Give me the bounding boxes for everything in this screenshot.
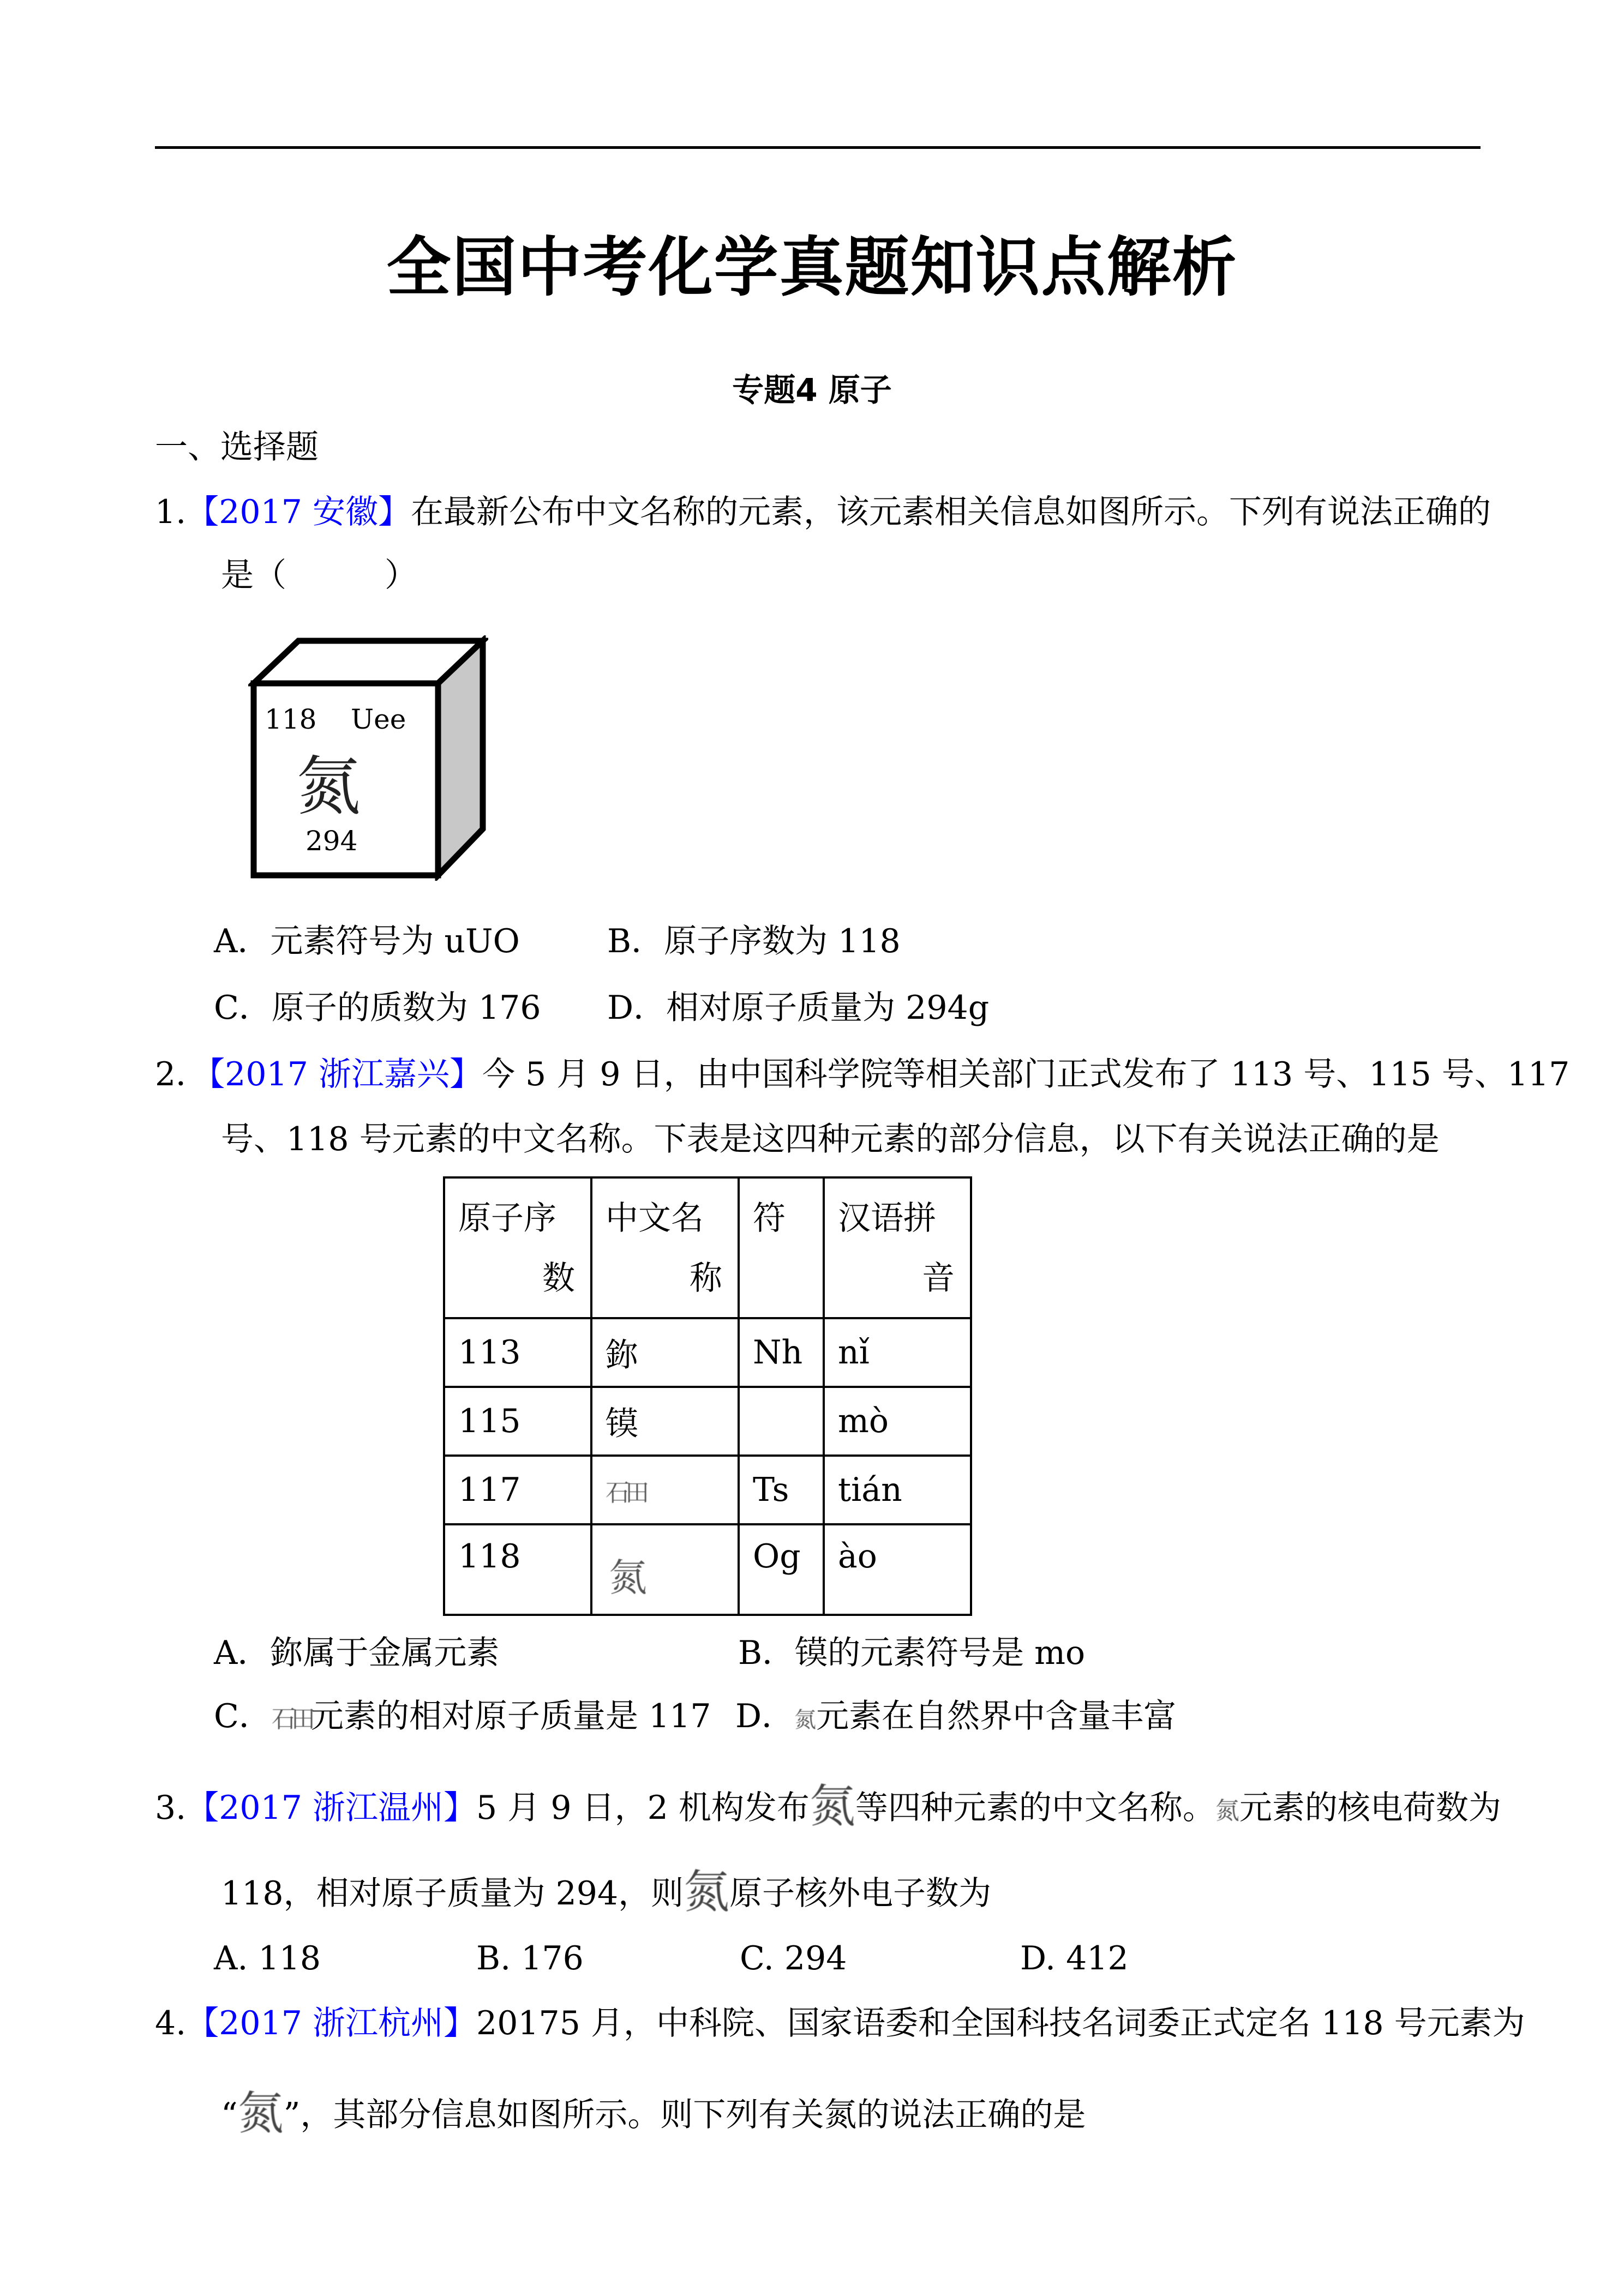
element-info-table (443, 1176, 972, 1616)
question-source: 【2017 浙江温州】 (186, 1789, 477, 1827)
table-cell: tián (824, 1456, 971, 1524)
table-cell: ào (824, 1524, 971, 1615)
table-cell (739, 1387, 824, 1456)
table-cell (591, 1524, 739, 1615)
topic-subtitle: 专题4 原子 (732, 371, 892, 408)
table-row (444, 1318, 971, 1387)
element-glyph-image: 氮 (609, 1555, 647, 1600)
question-number: 2． (155, 1055, 209, 1093)
option-glyph: 石田 (271, 1705, 311, 1733)
table-cell (591, 1456, 739, 1524)
table-row (444, 1524, 971, 1615)
cube-symbol: Uee (351, 704, 406, 735)
element-cube-figure (248, 635, 488, 881)
header-text: 音 (922, 1259, 955, 1297)
table-cell: 115 (444, 1387, 591, 1456)
element-glyph-image: 氮 (684, 1865, 730, 1919)
table-cell: 117 (444, 1456, 591, 1524)
table-cell: mò (824, 1387, 971, 1456)
element-glyph-image: 氮 (809, 1780, 855, 1833)
quote-open: “ (221, 2096, 238, 2134)
option-text: 元素在自然界中含量丰富 (816, 1697, 1177, 1735)
question-4-line-1 (155, 2004, 1525, 2043)
element-glyph-image: 氮 (237, 2087, 284, 2140)
q1-option-c: C．原子的质数为 176 (214, 989, 541, 1027)
question-text: ”，其部分信息如图所示。则下列有关氮的说法正确的是 (283, 2096, 1086, 2134)
cube-drawing (248, 635, 488, 881)
question-1-line-2: 是（ ） (221, 556, 417, 594)
table-cell: 鉨 (591, 1318, 739, 1387)
header-text: 汉语拼 (838, 1199, 936, 1237)
q1-option-a: A．元素符号为 uUO (214, 922, 520, 960)
table-cell: Nh (739, 1318, 824, 1387)
question-source: 【2017 安徽】 (186, 493, 411, 531)
table-row (444, 1387, 971, 1456)
element-glyph-image: 氮 (1215, 1797, 1239, 1825)
q3-option-a: A. 118 (214, 1939, 321, 1978)
option-label: C． (214, 1697, 272, 1735)
q2-option-a (214, 1633, 499, 1673)
question-2-line-2: 号、118 号元素的中文名称。下表是这四种元素的部分信息，以下有关说法正确的是 (221, 1120, 1440, 1158)
table-cell: nǐ (824, 1318, 971, 1387)
header-text: 称 (690, 1259, 722, 1297)
table-cell: 镆 (591, 1387, 739, 1456)
q2-option-d (735, 1697, 1176, 1740)
cube-side-face (438, 641, 483, 875)
table-cell: 113 (444, 1318, 591, 1387)
question-text: 20175 月，中科院、国家语委和全国科技名词委正式定名 118 号元素为 (476, 2004, 1525, 2042)
table-cell: Ts (739, 1456, 824, 1524)
question-text: 在最新公布中文名称的元素，该元素相关信息如图所示。下列有说法正确的 (411, 493, 1491, 531)
question-3-line-1 (155, 1780, 1501, 1833)
cube-atomic-number: 118 (265, 704, 317, 735)
table-header-cell (824, 1177, 971, 1318)
header-rule (155, 146, 1481, 149)
q3-option-d: D. 412 (1020, 1939, 1129, 1978)
question-text: 5 月 9 日，2 机构发布 (476, 1789, 810, 1827)
option-text: 元素的相对原子质量是 117 (310, 1697, 711, 1735)
question-source: 【2017 浙江杭州】 (186, 2004, 477, 2042)
q3-option-b: B. 176 (476, 1939, 584, 1978)
q1-option-d: D．相对原子质量为 294g (607, 989, 990, 1027)
q2-option-c (214, 1697, 711, 1739)
question-text: 今 5 月 9 日，由中国科学院等相关部门正式发布了 113 号、115 号、117 (482, 1055, 1570, 1093)
question-source: 【2017 浙江嘉兴】 (208, 1055, 482, 1093)
cube-mass: 294 (305, 825, 358, 857)
header-text: 符 (753, 1199, 786, 1237)
question-1-line-1 (155, 492, 1491, 532)
question-number: 1. (155, 493, 187, 531)
option-glyph: 鉨 (270, 1634, 303, 1672)
question-text: 原子核外电子数为 (729, 1874, 992, 1913)
cube-element-name: 氮 (296, 749, 361, 824)
question-number: 4. (155, 2004, 187, 2042)
question-4-line-2 (221, 2087, 1086, 2140)
question-text: 元素的核电荷数为 (1239, 1789, 1501, 1827)
table-header-row (444, 1177, 971, 1318)
q2-option-b: B．镆的元素符号是 mo (738, 1634, 1086, 1672)
table-header-cell (444, 1177, 591, 1318)
q3-option-c: C. 294 (740, 1939, 847, 1978)
header-text: 数 (542, 1259, 575, 1297)
option-glyph: 氮 (794, 1708, 817, 1733)
question-2-line-1 (155, 1055, 1569, 1094)
q1-option-b: B．原子序数为 118 (607, 922, 901, 960)
table-row (444, 1456, 971, 1524)
table-header-cell (591, 1177, 739, 1318)
header-text: 中文名 (606, 1199, 704, 1237)
element-glyph-image: 石田 (606, 1479, 645, 1507)
question-number: 3. (155, 1789, 187, 1827)
question-text: 118，相对原子质量为 294，则 (221, 1874, 684, 1913)
question-text: 等四种元素的中文名称。 (855, 1789, 1215, 1827)
option-label: A． (214, 1634, 271, 1672)
table-cell: 118 (444, 1524, 591, 1615)
header-text: 原子序 (458, 1199, 556, 1237)
option-text: 属于金属元素 (303, 1634, 500, 1672)
section-heading: 一、选择题 (155, 428, 319, 466)
question-3-line-2 (221, 1865, 992, 1919)
option-label: D． (735, 1697, 795, 1735)
document-title: 全国中考化学真题知识点解析 (386, 230, 1238, 305)
table-cell: Og (739, 1524, 824, 1615)
table-header-cell (739, 1177, 824, 1318)
